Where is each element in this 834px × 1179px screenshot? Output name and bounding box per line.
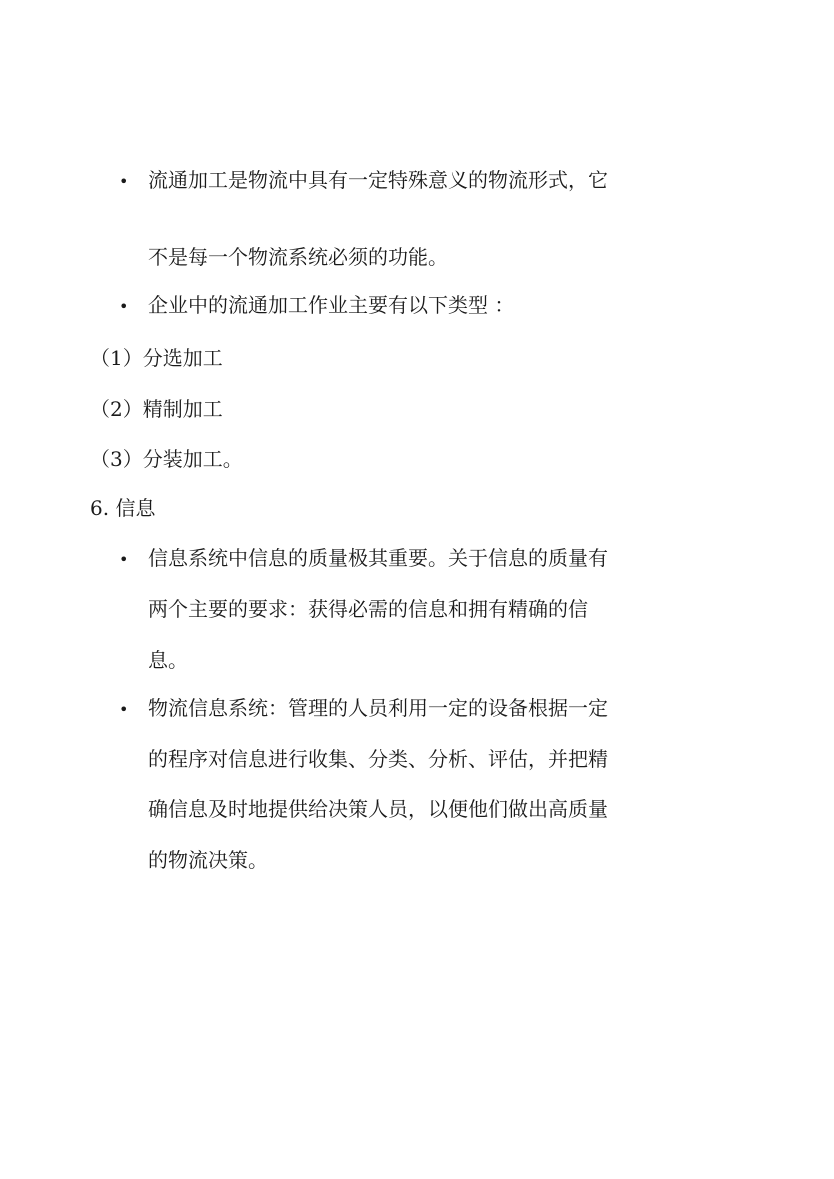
- bullet-marker: •: [119, 550, 129, 569]
- paragraph-line: 的物流决策。: [148, 848, 268, 872]
- paragraph-line: 物流信息系统：管理的人员利用一定的设备根据一定: [148, 696, 608, 720]
- paragraph-line: 不是每一个物流系统必须的功能。: [148, 245, 448, 269]
- paragraph-line: 流通加工是物流中具有一定特殊意义的物流形式，它: [148, 168, 608, 192]
- list-item: （1）分选加工: [90, 346, 223, 370]
- bullet-marker: •: [119, 172, 129, 191]
- paragraph-line: 信息系统中信息的质量极其重要。关于信息的质量有: [148, 546, 608, 570]
- paragraph-line: 两个主要的要求：获得必需的信息和拥有精确的信: [148, 597, 588, 621]
- bullet-marker: •: [119, 297, 129, 316]
- list-item: （3）分装加工。: [90, 447, 243, 471]
- paragraph-line: 确信息及时地提供给决策人员，以便他们做出高质量: [148, 797, 608, 821]
- list-item: （2）精制加工: [90, 397, 223, 421]
- paragraph-line: 企业中的流通加工作业主要有以下类型 ：: [148, 293, 515, 317]
- bullet-marker: •: [119, 700, 129, 719]
- paragraph-line: 的程序对信息进行收集、分类、分析、评估，并把精: [148, 747, 608, 771]
- paragraph-line: 息。: [148, 648, 188, 672]
- section-heading: 6. 信息: [90, 496, 156, 520]
